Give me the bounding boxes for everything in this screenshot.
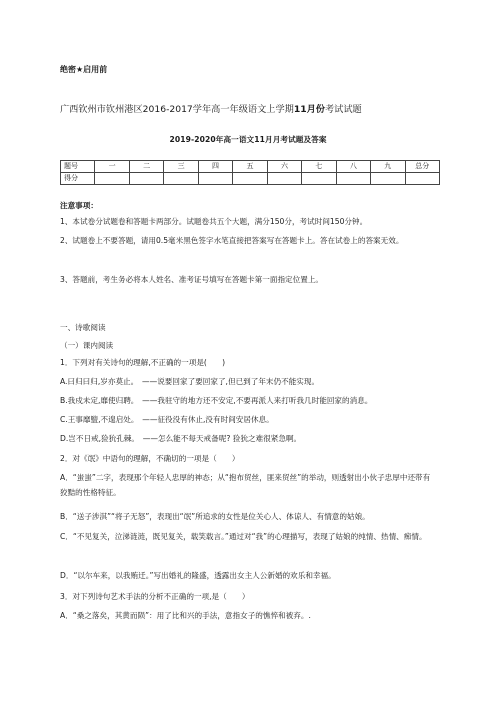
exam-subtitle: 2019-2020年高一语文11月月考试题及答案 (169, 135, 327, 144)
exam-title-suffix: 考试试题 (325, 104, 362, 115)
score-cell: 六 (267, 161, 301, 173)
score-input-cell[interactable] (164, 173, 198, 185)
score-table-score-row (61, 173, 440, 185)
question-option: A.曰归曰归,岁亦莫止。 ——说要回家了要回家了,但已到了年末仍不能实现。 (60, 377, 320, 386)
question-option: C．“不见复关，泣涕涟涟，既见复关，载笑载言。”通过对“我”的心理描写，表现了姑娘的纯情、热情、痴情。 (60, 532, 427, 541)
question-stem: 3．对下列诗句艺术手法的分析不正确的一项,是（ ） (60, 592, 250, 601)
question-stem: 1．下列对有关诗句的理解,不正确的一项是( ) (60, 358, 226, 367)
score-input-cell[interactable] (302, 173, 336, 185)
score-cell: 一 (95, 161, 129, 173)
score-input-cell[interactable] (405, 173, 439, 185)
question-option: A．“桑之落矣，其黄而陨”：用了比和兴的手法，意指女子的憔悴和被弃。. (60, 611, 311, 620)
score-input-cell[interactable] (267, 173, 301, 185)
question-option: D．“以尔车来，以我贿迁。”写出婚礼的隆盛，透露出女主人公新婚的欢乐和幸福。 (60, 571, 336, 580)
score-cell: 得分 (61, 173, 95, 185)
score-input-cell[interactable] (371, 173, 405, 185)
score-input-cell[interactable] (198, 173, 232, 185)
section-title: 一、诗歌阅读 (60, 323, 106, 332)
score-input-cell[interactable] (233, 173, 267, 185)
notice-item: 3、答题前，考生务必将本人姓名、准考证号填写在答题卡第一面指定位置上。 (60, 275, 324, 284)
score-cell: 四 (198, 161, 232, 173)
score-input-cell[interactable] (129, 173, 163, 185)
question-stem: 2．对《氓》中语句的理解，不确切的一项是（ ） (60, 454, 240, 463)
score-cell: 八 (336, 161, 370, 173)
score-cell: 七 (302, 161, 336, 173)
notice-item: 1、本试卷分试题卷和答题卡两部分。试题卷共五个大题，满分150分，考试时间150分钟。 (60, 217, 368, 226)
score-cell: 二 (129, 161, 163, 173)
exam-title-prefix: 广西钦州市钦州港区2016-2017学年高一年级语文上学期 (60, 104, 294, 115)
confidential-label: 绝密★启用前 (60, 65, 108, 74)
score-cell: 三 (164, 161, 198, 173)
score-cell: 五 (233, 161, 267, 173)
score-table (60, 160, 440, 185)
exam-title (60, 101, 362, 115)
question-option: A．“蚩蚩”二字，表现那个年轻人忠厚的神态；从“抱布贸丝，匪来贸丝”的举动，则透射出小伙子忠厚中还带有狡黠的性格特征。 (60, 473, 431, 497)
notice-item: 2、试题卷上不要答题，请用0.5毫米黑色签字水笔直接把答案写在答题卡上。答在试卷上的答案无效。 (60, 236, 404, 245)
question-option: B．“送子涉淇”“将子无怒”，表现出“氓”所追求的女性是位关心人、体谅人、有情意的姑娘。 (60, 512, 370, 521)
score-cell: 题号 (61, 161, 95, 173)
exam-title-month: 11月份 (293, 104, 325, 115)
score-input-cell[interactable] (336, 173, 370, 185)
section-subtitle: （一）课内阅读 (60, 341, 114, 350)
question-option: C.王事靡盬,不遑启处。 ——征役没有休止,没有时间安居休息。 (60, 415, 274, 424)
score-cell: 九 (371, 161, 405, 173)
question-option: D.岂不日戒,猃狁孔棘。 ——怎么能不每天戒备呢? 猃狁之难很紧急啊。 (60, 434, 302, 443)
question-option: B.我戍未定,靡使归聘。 ——我驻守的地方还不安定,不要再派人来打听我几时能回家的消息。 (60, 396, 373, 405)
score-input-cell[interactable] (95, 173, 129, 185)
score-cell: 总分 (405, 161, 439, 173)
score-table-header-row (61, 161, 440, 173)
notice-heading: 注意事项： (60, 201, 98, 210)
